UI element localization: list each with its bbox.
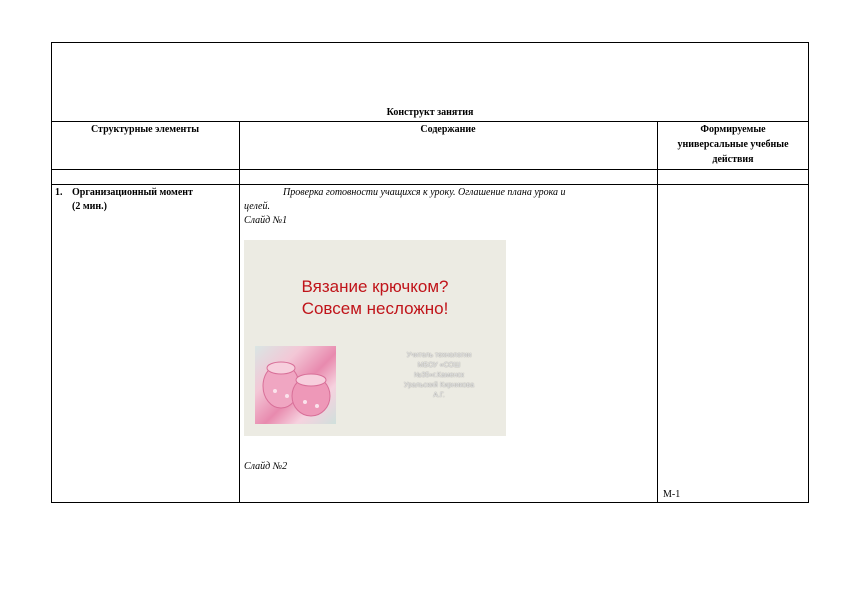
slide-author-line4: Уральский Кирникова (403, 382, 475, 389)
slide-author-line1: Учитель технологии (406, 352, 472, 359)
row1-uud-code: М-1 (663, 489, 681, 500)
slide-author-block (380, 351, 498, 401)
row1-element-duration: (2 мин.) (72, 201, 107, 212)
slide2-label: Слайд №2 (244, 461, 288, 472)
slide-title (244, 276, 506, 320)
slide-author-line3: №35»г.Каменск (414, 372, 464, 379)
table-title: Конструкт занятия (386, 107, 474, 118)
row-divider-title (51, 121, 809, 122)
crochet-booties-photo (255, 346, 336, 424)
row-divider-header (51, 169, 809, 170)
slide1-label: Слайд №1 (244, 215, 288, 226)
header-uud-line1: Формируемые (700, 124, 766, 135)
row1-content-line2: целей. (244, 201, 270, 212)
row-divider-empty (51, 184, 809, 185)
row1-number: 1. (55, 187, 63, 198)
slide-author-line5: А.Г. (433, 392, 445, 399)
header-uud-line2: универсальные учебные (677, 139, 789, 150)
slide-title-line1: Вязание крючком? (301, 277, 449, 296)
row1-element-name: Организационный момент (72, 187, 193, 198)
slide-title-line2: Совсем несложно! (301, 299, 449, 318)
column-divider-2 (657, 121, 658, 503)
column-divider-1 (239, 121, 240, 503)
slide-author-line2: МБОУ «СОШ (417, 362, 461, 369)
slide-1-image (244, 240, 506, 436)
booties-illustration (255, 346, 336, 424)
header-structural-elements: Структурные элементы (90, 124, 200, 135)
row1-content-line1: Проверка готовности учащихся к уроку. Оглашение плана урока и (283, 187, 566, 198)
header-content: Содержание (420, 124, 476, 135)
header-uud-line3: действия (712, 154, 754, 165)
